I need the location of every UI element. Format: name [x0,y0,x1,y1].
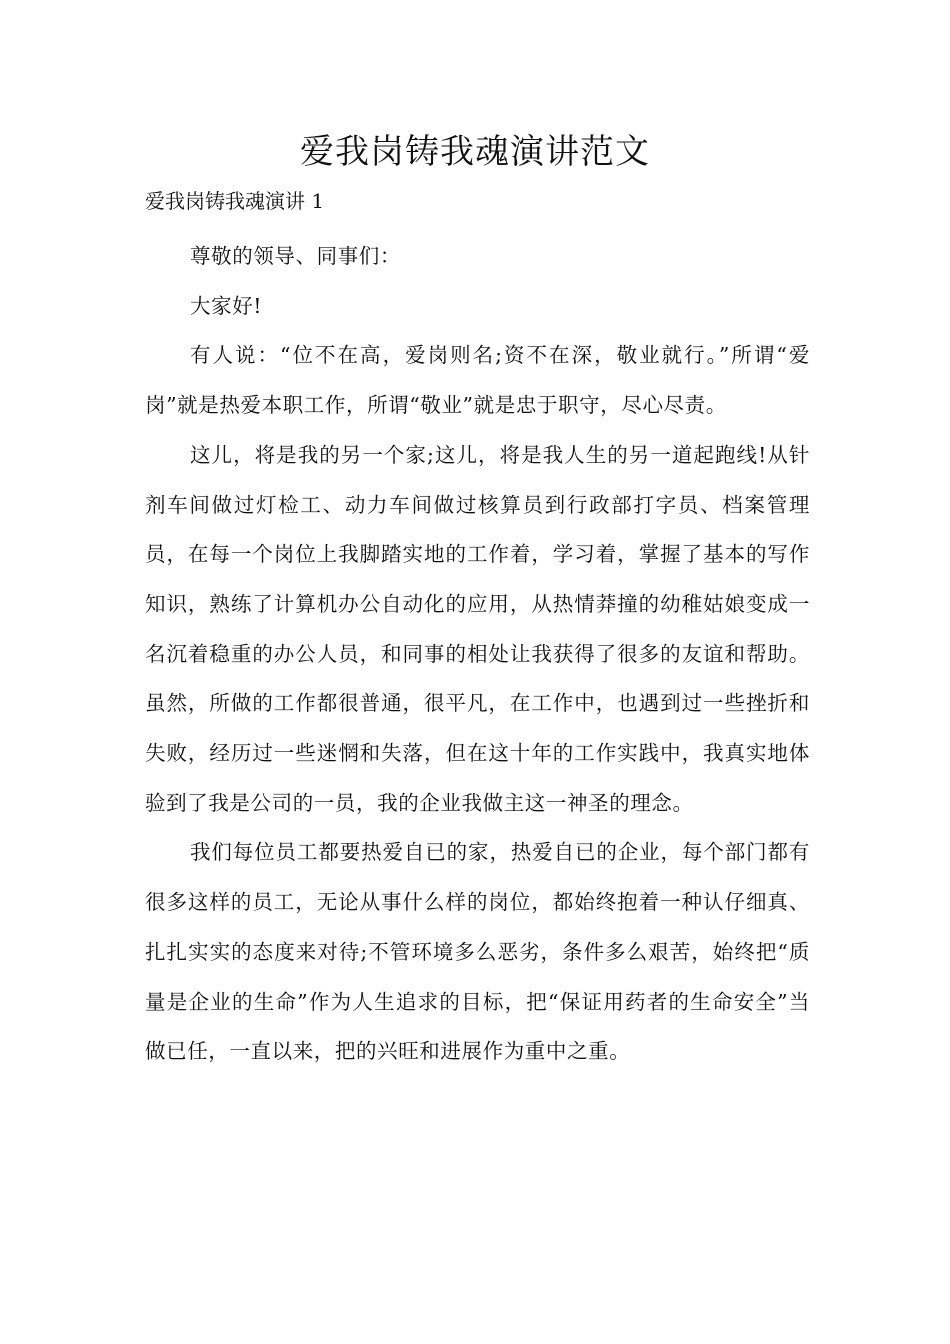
document-subtitle: 爱我岗铸我魂演讲 1 [145,189,325,213]
paragraph-quote: 有人说：“位不在高，爱岗则名;资不在深，敬业就行。”所谓“爱岗”就是热爱本职工作，所谓“敬业”就是忠于职守，尽心尽责。 [145,343,810,418]
paragraph-staff: 我们每位员工都要热爱自已的家，热爱自已的企业，每个部门都有很多这样的员工，无论从事什么样的岗位，都始终抱着一种认仔细真、扎扎实实的态度来对待;不管环境多么恶劣，条件多么艰苦，始终把“质量是企业的生命”作为人生追求的目标，把“保证用药者的生命安全”当做已任，一直以来，把的兴旺和进展作为重中之重。 [145,840,810,1064]
paragraph-hello: 大家好! [190,293,263,318]
paragraph-greeting: 尊敬的领导、同事们： [190,244,401,268]
document-title: 爱我岗铸我魂演讲范文 [300,132,650,172]
document-body [145,232,810,1077]
paragraph-experience: 这儿，将是我的另一个家;这儿，将是我人生的另一道起跑线!从针剂车间做过灯检工、动力车间做过核算员到行政部打字员、档案管理员，在每一个岗位上我脚踏实地的工作着，学习着，掌握了基本的写作知识，熟练了计算机办公自动化的应用，从热情莽撞的幼稚姑娘变成一名沉着稳重的办公人员，和同事的相处让我获得了很多的友谊和帮助。虽然，所做的工作都很普通，很平凡，在工作中，也遇到过一些挫折和失败，经历过一些迷惘和失落，但在这十年的工作实践中，我真实地体验到了我是公司的一员，我的企业我做主这一神圣的理念。 [145,442,810,815]
